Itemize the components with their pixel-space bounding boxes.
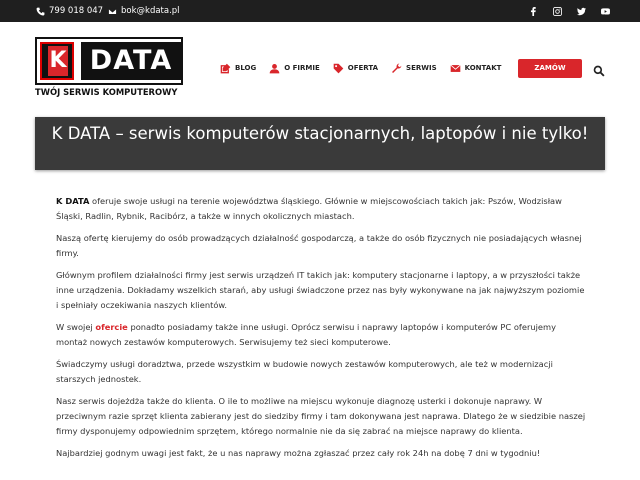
- phone-contact[interactable]: [36, 0, 103, 22]
- nav-item-o-firmie[interactable]: [269, 63, 320, 74]
- nav-item-blog[interactable]: [220, 63, 256, 74]
- nav-item-kontakt[interactable]: [450, 63, 502, 74]
- youtube-icon[interactable]: [600, 6, 610, 16]
- envelope-icon: [108, 7, 117, 16]
- page-title: K DATA – serwis komputerów stacjonarnych, laptopów i nie tylko!: [35, 117, 605, 170]
- main-nav: [220, 60, 514, 76]
- nav-item-label: OFERTA: [347, 64, 379, 72]
- site-logo[interactable]: [35, 37, 185, 97]
- logo-k-block: [40, 42, 74, 80]
- phone-icon: [36, 7, 45, 16]
- offer-link[interactable]: ofercie: [95, 322, 128, 332]
- nav-item-serwis[interactable]: [391, 63, 437, 74]
- paragraph-text: W swojej: [56, 322, 96, 332]
- envelope-icon: [450, 63, 461, 74]
- facebook-icon[interactable]: [528, 6, 538, 16]
- wrench-icon: [391, 63, 402, 74]
- tag-icon: [333, 63, 344, 74]
- logo-box: [35, 37, 183, 85]
- paragraph: Nasz serwis dojeżdża także do klienta. O ile to możliwe na miejscu wykonuje diagnozę usterki i dokonuje naprawy. W przeciwnym razie sprzęt klienta zabierany jest do siedziby firmy i tam dokonywana jest naprawa. Dlatego że w siedzibie naszej firmy dysponujemy odpowiednim sprzętem, którego normalnie nie da się zabrać na miejsce naprawy do klienta.: [56, 396, 586, 436]
- paragraph: [56, 194, 586, 224]
- main-content: [56, 194, 586, 468]
- paragraph: Świadczymy usługi doradztwa, przede wszystkim w budowie nowych zestawów komputerowych, ale też w modernizacji starszych jednostek.: [56, 359, 553, 384]
- nav-item-label: SERWIS: [406, 64, 437, 72]
- instagram-icon[interactable]: [552, 6, 562, 16]
- paragraph: Naszą ofertę kierujemy do osób prowadzących działalność gospodarczą, a także do osób fizycznych nie posiadających własnej firmy.: [56, 233, 582, 258]
- paragraph: Najbardziej godnym uwagi jest fakt, że u nas naprawy można zgłaszać przez cały rok 24h na dobę 7 dni w tygodniu!: [56, 448, 541, 458]
- top-bar: [0, 0, 640, 22]
- nav-item-oferta[interactable]: [333, 63, 378, 74]
- paragraph-text: ponadto posiadamy także inne usługi. Oprócz serwisu i naprawy laptopów i komputerów PC oferujemy montaż nowych zestawów komputerowych. Serwisujemy też sieci komputerowe.: [56, 322, 557, 347]
- order-button[interactable]: ZAMÓW: [518, 59, 582, 78]
- search-icon: [593, 65, 605, 77]
- edit-icon: [220, 63, 231, 74]
- nav-item-label: O FIRMIE: [284, 64, 320, 72]
- paragraph-text: oferuje swoje usługi na terenie województwa śląskiego. Głównie w miejscowościach takich jak: Pszów, Wodzisław Śląski, Radlin, Rybnik, Racibórz, a także w innych okolicznych miastach.: [56, 196, 562, 221]
- email-contact[interactable]: [108, 0, 180, 22]
- nav-item-label: BLOG: [235, 64, 257, 72]
- paragraph: [56, 320, 586, 350]
- logo-data-text: DATA: [81, 42, 181, 80]
- company-name: K DATA: [56, 196, 90, 206]
- phone-number: 799 018 047: [49, 6, 104, 16]
- paragraph: Głównym profilem działalności firmy jest serwis urządzeń IT takich jak: komputery stacjonarne i laptopy, a w przyszłości także inne urządzenia. Dokładamy wszelkich starań, aby usługi świadczone przez nas były wykonywane na jak najwyższym poziomie i spełniały oczekiwania naszych klientów.: [56, 270, 585, 310]
- nav-item-label: KONTAKT: [464, 64, 502, 72]
- twitter-icon[interactable]: [576, 6, 586, 16]
- email-address: bok@kdata.pl: [121, 6, 180, 16]
- social-links: [528, 0, 610, 22]
- search-button[interactable]: [593, 62, 605, 74]
- user-icon: [269, 63, 280, 74]
- logo-tagline: TWÓJ SERWIS KOMPUTEROWY: [35, 87, 178, 97]
- logo-k-letter: K: [48, 46, 68, 76]
- site-header: [0, 22, 640, 104]
